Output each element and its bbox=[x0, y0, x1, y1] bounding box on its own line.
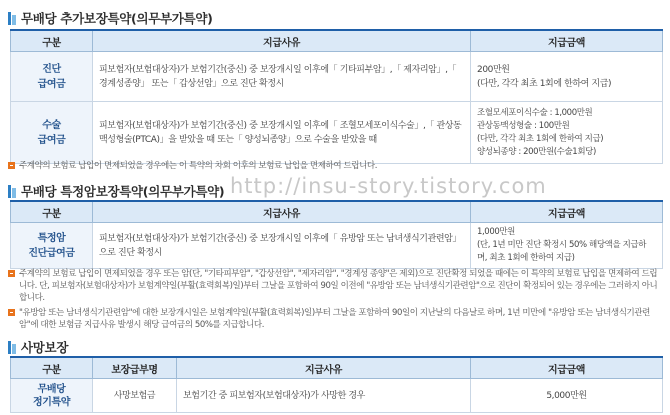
row-amount: 조혈모세포이식수술 : 1,000만원 관상동맥성형술 : 100만원 (다만, 각각 최초 1회에 한하여 지급) 양성뇌종양 : 200만원(수술1회당) bbox=[471, 102, 663, 164]
section1-title-text: 무배당 추가보장특약(의무부가특약) bbox=[21, 11, 213, 26]
note-text: "유방암 또는 남녀생식기관련암"에 대한 보장개시일은 보험계약일(부활(효력회복)일)부터 그날을 포함하여 90일이 지난날의 다음날로 하며, 1년 미만에 "유방암 또는 남녀생식기관련암"에 대한 보험금 지급사유 발생시 해당 급여금의 50%를 지급합니다. bbox=[19, 308, 650, 330]
row-amount: 1,000만원 (단, 1년 미만 진단 확정시 50% 해당액을 지급하며, 최초 1회에 한하여 지급) bbox=[471, 223, 663, 269]
row-amount: 200만원 (다만, 각각 최초 1회에 한하여 지급) bbox=[471, 52, 663, 102]
header-reason: 지급사유 bbox=[93, 30, 471, 52]
row-reason: 피보험자(보험대상자)가 보험기간(중신) 중 보장개시일 이후에「 유방암 또는 남녀생식기관련암」으로 진단 확정시 bbox=[93, 223, 471, 269]
header-benefit: 보장급부명 bbox=[93, 357, 177, 379]
table-row bbox=[11, 379, 663, 413]
section2-note-2 bbox=[8, 307, 658, 331]
section3-title-text: 사망보장 bbox=[21, 340, 69, 355]
header-category: 구분 bbox=[11, 201, 93, 223]
row-benefit: 사망보험금 bbox=[93, 379, 177, 413]
section2-note-1 bbox=[8, 268, 658, 304]
section1-note bbox=[8, 160, 658, 172]
table-header-row bbox=[11, 201, 663, 223]
section1-table bbox=[10, 29, 663, 164]
table-row bbox=[11, 223, 663, 269]
section2-title bbox=[8, 182, 224, 200]
header-reason: 지급사유 bbox=[177, 357, 471, 379]
row-reason: 보험기간 중 피보험자(보험대상자)가 사망한 경우 bbox=[177, 379, 471, 413]
row-category: 무배당 정기특약 bbox=[11, 379, 93, 413]
row-reason: 피보험자(보험대상자)가 보험기간(중신) 중 보장개시일 이후에「 조혈모세포이식수술」,「 관상동맥성형술(PTCA)」을 받았을 때 또는「 양성뇌종양」으로 수술을 받았을 때 bbox=[93, 102, 471, 164]
section3-table bbox=[10, 356, 663, 413]
note-text: 주계약의 보험료 납입이 면제되었을 경우에는 이 특약의 차회 이후의 보험료 납입을 면제하여 드립니다. bbox=[19, 161, 377, 171]
section2-title-text: 무배당 특정암보장특약(의무부가특약) bbox=[21, 184, 225, 199]
header-amount: 지급금액 bbox=[471, 357, 663, 379]
note-arrow-icon bbox=[8, 309, 15, 316]
header-amount: 지급금액 bbox=[471, 201, 663, 223]
header-reason: 지급사유 bbox=[93, 201, 471, 223]
row-category: 진단 급여금 bbox=[11, 52, 93, 102]
note-text: 주계약의 보험료 납입이 면제되었을 경우 또는 암(단, "기타피부암", "갑상선암", "제자리암", "경계성 종양"은 제외)으로 진단확정 되었을 때에는 이 특약의 보험료 납입을 면제하여 드립니다. 단, 피보험자(보험대상자)가 보험계약일(부활(효력회복)일)부터 그날을 포함하여 90일 이전에 "유방암 또는 남녀생식기관련암"으로 진단이 확정되어 있는 경우에는 그러하지 아니합니다. bbox=[19, 269, 658, 303]
header-amount: 지급금액 bbox=[471, 30, 663, 52]
note-arrow-icon bbox=[8, 162, 15, 169]
note-arrow-icon bbox=[8, 270, 15, 277]
header-category: 구분 bbox=[11, 357, 93, 379]
section-bullet-icon bbox=[8, 185, 17, 198]
row-reason: 피보험자(보험대상자)가 보험기간(중신) 중 보장개시일 이후에「 기타피부암」,「 제자리암」,「 경계성종양」 또는「 갑상선암」으로 진단 확정시 bbox=[93, 52, 471, 102]
row-category: 특정암 진단급여금 bbox=[11, 223, 93, 269]
section2-table bbox=[10, 200, 663, 269]
table-row bbox=[11, 102, 663, 164]
section-bullet-icon bbox=[8, 12, 17, 25]
table-header-row bbox=[11, 357, 663, 379]
header-category: 구분 bbox=[11, 30, 93, 52]
table-header-row bbox=[11, 30, 663, 52]
section-bullet-icon bbox=[8, 341, 17, 354]
row-amount: 5,000만원 bbox=[471, 379, 663, 413]
section3-title bbox=[8, 338, 68, 356]
row-category: 수술 급여금 bbox=[11, 102, 93, 164]
watermark: http://insu-story.tistory.com bbox=[230, 174, 547, 198]
section1-title bbox=[8, 9, 213, 27]
table-row bbox=[11, 52, 663, 102]
